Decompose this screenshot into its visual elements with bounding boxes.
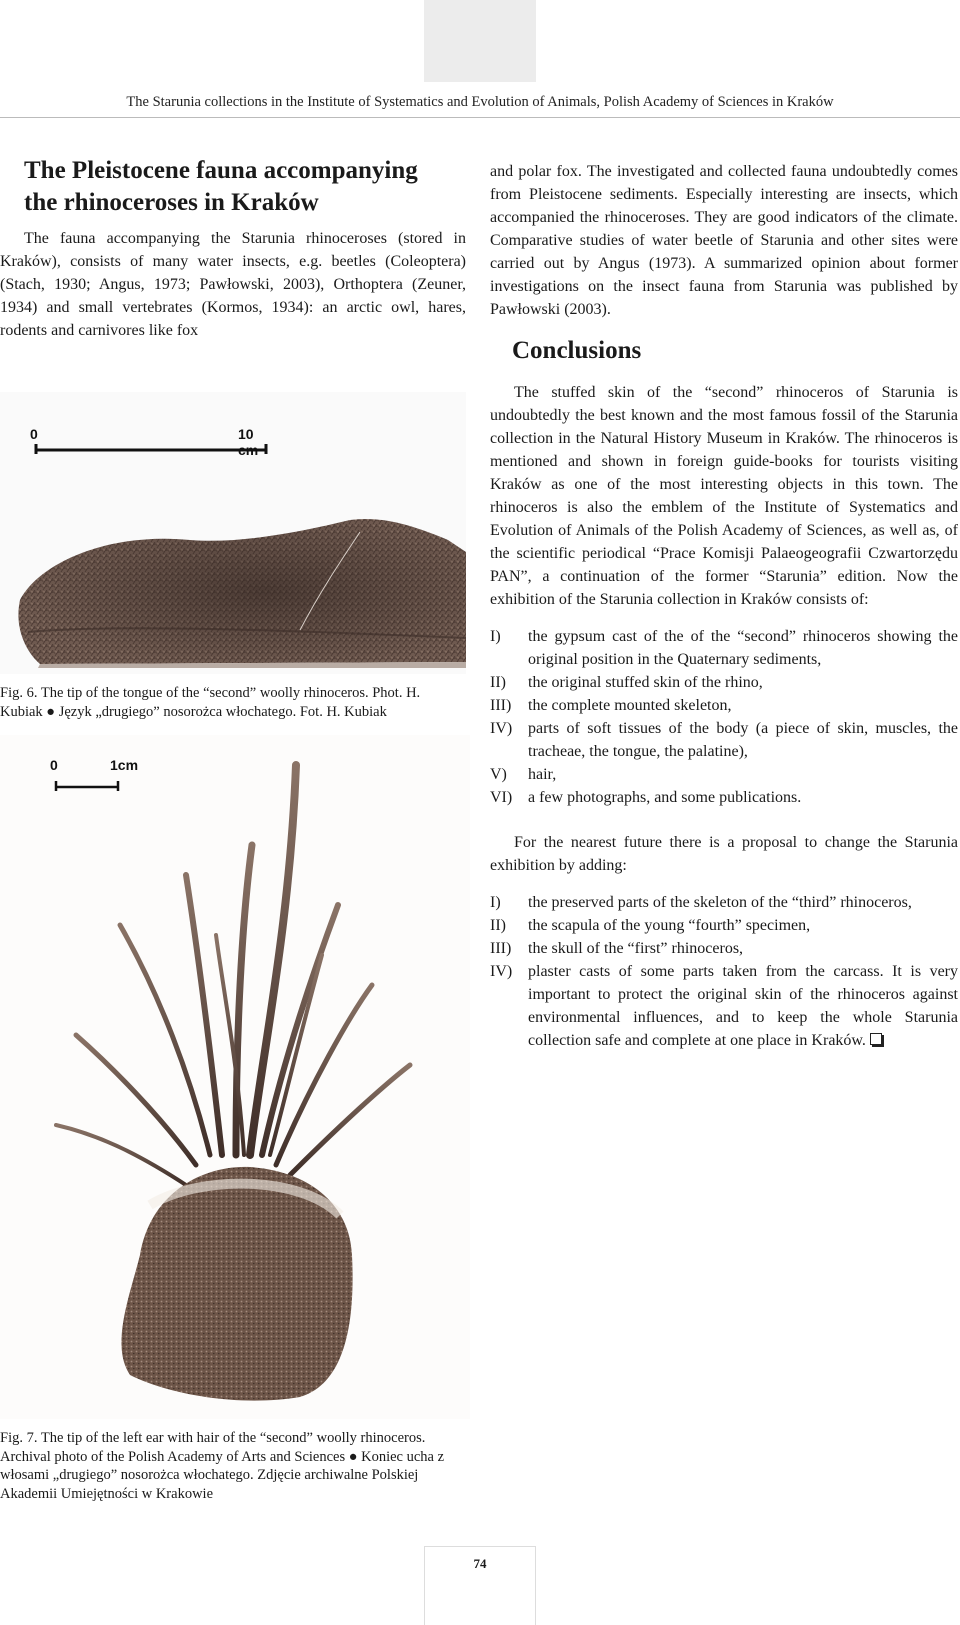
fauna-paragraph-continued: and polar fox. The investigated and collected fauna undoubtedly comes from Pleistocene sediments. Especially interesting are insects, which accompanied the rhinoceroses. They are good indicators of the climate. Comparative studies of water beetle of Starunia and other sites were carried out by Angus (1973). A summarized opinion about former investigations on the insect fauna from Starunia was published by Pawłowski (2003). bbox=[490, 163, 958, 318]
figure-6-scale-zero: 0 bbox=[30, 426, 38, 442]
list-item: IV) plaster casts of some parts taken from the carcass. It is very important to protect the original skin of the rhinoceros against environmental influences, and to keep the whole Starunia collection safe and complete at one place in Kraków. bbox=[490, 963, 958, 1049]
section-title-line2: the rhinoceroses in Kraków bbox=[24, 189, 319, 216]
figure-7-caption: Fig. 7. The tip of the left ear with hair of the “second” woolly rhinoceros. Archival photo of the Polish Academy of Arts and Sciences ● Koniec ucha z włosami „drugiego” nosorożca włochatego. Zdjęcie archiwalne Polskiej Akademii Umiejętności w Krakowie bbox=[0, 1430, 445, 1502]
conclusions-heading: Conclusions bbox=[512, 337, 642, 364]
exhibition-list bbox=[490, 625, 958, 809]
list-item: V) hair, bbox=[490, 766, 557, 783]
running-header: The Starunia collections in the Institute of Systematics and Evolution of Animals, Polish Academy of Sciences in Kraków bbox=[126, 94, 834, 110]
figure-6-scale-end: 10 cm bbox=[238, 426, 259, 458]
list-item: IV) parts of soft tissues of the body (a piece of skin, muscles, the tracheae, the tongue, the palatine), bbox=[490, 720, 958, 760]
fauna-paragraph: The fauna accompanying the Starunia rhinoceroses (stored in Kraków), consists of many water insects, e.g. beetles (Coleoptera) (Stach, 1930; Angus, 1973; Pawłowski, 2003), Orthoptera (Zeuner, 1934) and small vertebrates (Kormos, 1934): an arctic owl, hares, rodents and carnivores like fox bbox=[0, 230, 466, 339]
ear-hair-illustration bbox=[0, 735, 470, 1419]
top-tab-decoration bbox=[424, 0, 536, 82]
figure-6-photo bbox=[0, 392, 466, 674]
list-item: II) the scapula of the young “fourth” specimen, bbox=[490, 917, 811, 934]
end-of-article-icon bbox=[870, 1033, 882, 1045]
figure-7-scale-zero: 0 bbox=[50, 757, 58, 773]
tongue-illustration bbox=[0, 392, 466, 674]
page-number: 74 bbox=[473, 1556, 487, 1571]
figure-6-caption: Fig. 6. The tip of the tongue of the “second” woolly rhinoceros. Phot. H. Kubiak ● Język „drugiego” nosorożca włochatego. Fot. H. Kubiak bbox=[0, 685, 421, 720]
proposal-paragraph: For the nearest future there is a proposal to change the Starunia exhibition by adding: bbox=[490, 834, 958, 874]
list-item: III) the skull of the “first” rhinoceros, bbox=[490, 940, 744, 957]
figure-7-scale-end: 1cm bbox=[110, 757, 139, 773]
header-rule bbox=[0, 117, 960, 118]
right-column bbox=[490, 160, 958, 1052]
list-item: I) the gypsum cast of the of the “second” rhinoceros showing the original position in the Quaternary sediments, bbox=[490, 628, 958, 668]
list-item: I) the preserved parts of the skeleton of the “third” rhinoceros, bbox=[490, 894, 912, 911]
proposal-list bbox=[490, 891, 958, 1052]
list-item: III) the complete mounted skeleton, bbox=[490, 697, 732, 714]
list-item: II) the original stuffed skin of the rhino, bbox=[490, 674, 763, 691]
figure-7-photo bbox=[0, 735, 470, 1419]
list-item: VI) a few photographs, and some publications. bbox=[490, 789, 802, 806]
section-title-line1: The Pleistocene fauna accompanying bbox=[24, 157, 418, 184]
conclusions-paragraph: The stuffed skin of the “second” rhinoceros of Starunia is undoubtedly the best known and the most famous fossil of the Starunia collection in the Natural History Museum in Kraków. The rhinoceros is mentioned and shown in foreign guide-books for tourists visiting Kraków as one of the most interesting objects in this town. The rhinoceros is also the emblem of the Institute of Systematics and Evolution of Animals of the Polish Academy of Sciences, as well as, of the scientific periodical “Prace Komisji Palaeogeografii Czwartorzędu PAN”, a continuation of the former “Starunia” edition. Now the exhibition of the Starunia collection in Kraków consists of: bbox=[490, 384, 958, 608]
section-title bbox=[0, 155, 466, 219]
left-column bbox=[0, 155, 466, 1503]
